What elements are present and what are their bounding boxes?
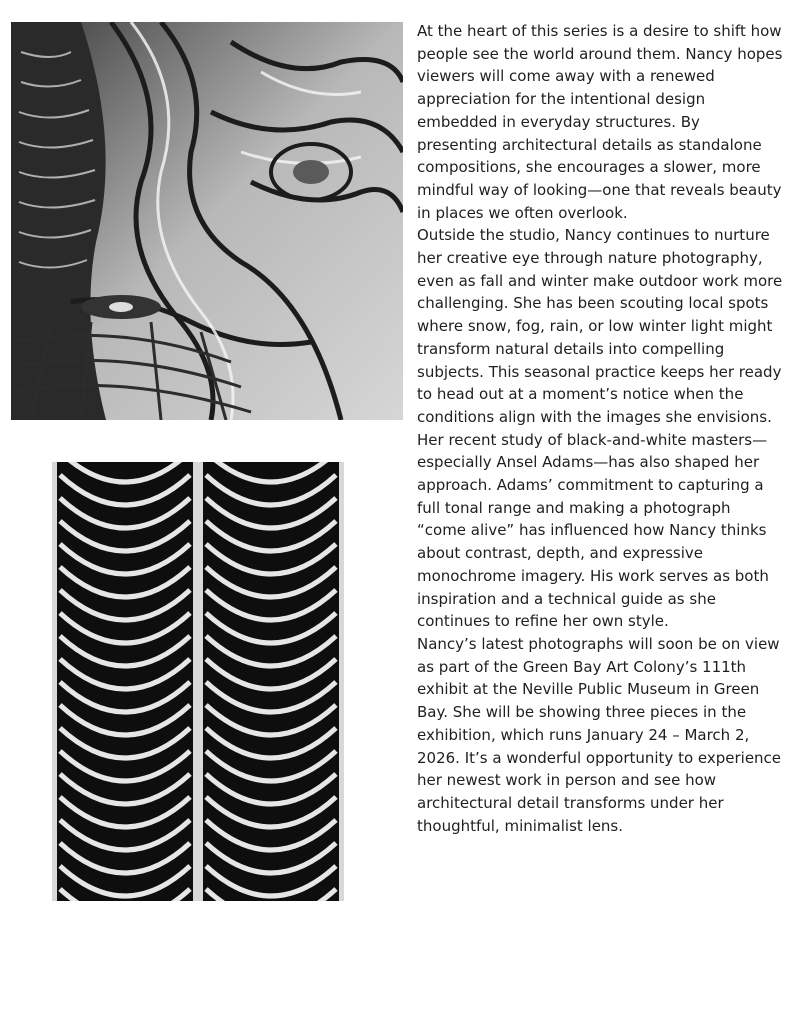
article-paragraph: Nancy’s latest photographs will soon be on view as part of the Green Bay Art Colony’s 111th exhibit at the Neville Public Museum in Green Bay. She will be showing three pieces in the exhibition, which runs January 24 – March 2, 2026. It’s a wonderful opportunity to experience her newest work in person and see how architectural detail transforms under her thoughtful, minimalist lens. <box>417 634 782 835</box>
balcony-column <box>193 462 203 901</box>
article-paragraph: Her recent study of black-and-white masters—especially Ansel Adams—has also shaped her approach. Adams’ commitment to capturing a full tonal range and making a photograph “come alive” has influenced how Nancy thinks about contrast, depth, and expressive monochrome imagery. His work serves as both inspiration and a technical guide as she continues to refine her own style. <box>417 430 769 631</box>
abstract-reflection-photo <box>11 22 403 420</box>
article-paragraph: Outside the studio, Nancy continues to nurture her creative eye through nature photography, even as fall and winter make outdoor work more challenging. She has been scouting local spots where snow, fog, rain, or low winter light might transform natural details into compelling subjects. This seasonal practice keeps her ready to head out at a moment’s notice when the conditions align with the images she envisions. <box>417 226 783 426</box>
balcony-column <box>52 462 57 901</box>
curved-balconies-photo <box>52 462 344 901</box>
article-paragraph: At the heart of this series is a desire to shift how people see the world around them. Nancy hopes viewers will come away with a renewed appreciation for the intentional design embedded in everyday structures. By presenting architectural details as standalone compositions, she encourages a slower, more mindful way of looking—one that reveals beauty in places we often overlook. <box>417 22 783 222</box>
balcony-column <box>339 462 344 901</box>
article-body <box>417 20 783 837</box>
